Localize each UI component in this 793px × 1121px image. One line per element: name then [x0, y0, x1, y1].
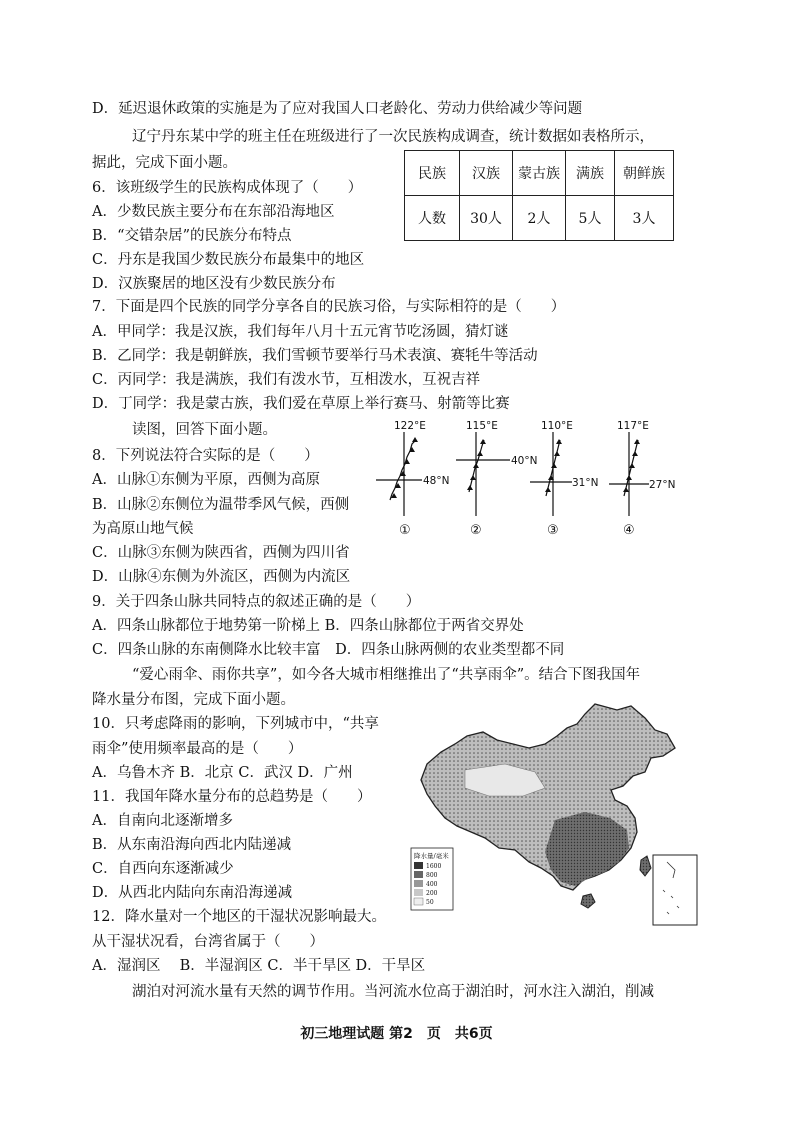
precipitation-legend	[411, 848, 453, 910]
option: B．山脉②东侧位为温带季风气候，西侧	[92, 497, 350, 513]
option: C．四条山脉的东南侧降水比较丰富 D．四条山脉两侧的农业类型都不同	[92, 642, 565, 658]
table-cell: 人数	[405, 196, 460, 241]
question-11: 11．我国年降水量分布的总趋势是（ ）	[92, 789, 372, 805]
mountain-ranges-figure	[372, 418, 676, 540]
text-line: 从干湿状况看，台湾省属于（ ）	[92, 934, 324, 950]
lon-label: 110°E	[541, 420, 573, 432]
option: C．丙同学：我是满族，我们有泼水节，互相泼水，互祝吉祥	[92, 372, 481, 388]
lat-label: 48°N	[423, 475, 450, 487]
table-cell: 朝鲜族	[615, 151, 674, 196]
option: C．山脉③东侧为陕西省，西侧为四川省	[92, 545, 350, 561]
south-sea-inset	[653, 855, 697, 925]
table-cell: 30人	[460, 196, 513, 241]
legend-value: 1600	[426, 863, 442, 870]
question-12: 12．降水量对一个地区的干湿状况影响最大。	[92, 909, 386, 925]
lon-label: 115°E	[466, 420, 498, 432]
table-cell: 汉族	[460, 151, 513, 196]
range-number: ③	[547, 523, 559, 538]
table-cell: 2人	[513, 196, 566, 241]
legend-value: 800	[426, 872, 438, 879]
legend-value: 200	[426, 890, 438, 897]
option: C．丹东是我国少数民族分布最集中的地区	[92, 252, 365, 268]
lat-label: 27°N	[649, 479, 676, 491]
text-line: 读图，回答下面小题。	[132, 422, 277, 438]
china-outline	[421, 704, 675, 890]
mountain-symbols	[391, 437, 640, 498]
range-number: ①	[399, 523, 411, 538]
lon-label: 122°E	[394, 420, 426, 432]
option: D．汉族聚居的地区没有少数民族分布	[92, 276, 336, 292]
lat-label: 40°N	[511, 455, 538, 467]
option: A．甲同学：我是汉族，我们每年八月十五元宵节吃汤圆，猜灯谜	[92, 324, 509, 340]
range-number: ④	[623, 523, 635, 538]
option: A．山脉①东侧为平原，西侧为高原	[92, 472, 320, 488]
legend-title: 降水量/毫米	[414, 852, 449, 860]
text-line: D．延迟退休政策的实施是为了应对我国人口老龄化、劳动力供给减少等问题	[92, 101, 583, 117]
option: D．丁同学：我是蒙古族，我们爱在草原上举行赛马、射箭等比赛	[92, 396, 510, 412]
legend-value: 400	[426, 881, 438, 888]
table-cell: 满族	[566, 151, 615, 196]
table-cell: 5人	[566, 196, 615, 241]
option: A．四条山脉都位于地势第一阶梯上 B．四条山脉都位于两省交界处	[92, 618, 524, 634]
china-precipitation-map	[405, 700, 705, 932]
legend-value: 50	[426, 899, 434, 906]
option: B．从东南沿海向西北内陆递减	[92, 837, 292, 853]
option: B．“交错杂居”的民族分布特点	[92, 228, 292, 244]
intro-text: 辽宁丹东某中学的班主任在班级进行了一次民族构成调查，统计数据如表格所示，	[132, 129, 654, 145]
lon-label: 117°E	[617, 420, 649, 432]
question-6: 6．该班级学生的民族构成体现了（ ）	[92, 180, 363, 196]
question-10: 10．只考虑降雨的影响，下列城市中，“共享	[92, 716, 379, 732]
text-line: 雨伞”使用频率最高的是（ ）	[92, 741, 303, 757]
option: A．少数民族主要分布在东部沿海地区	[92, 204, 335, 220]
option: 为高原山地气候	[92, 521, 194, 537]
ethnic-table	[404, 150, 674, 241]
option: A．湿润区 B．半湿润区 C．半干旱区 D．干旱区	[92, 958, 426, 974]
text-line: 降水量分布图，完成下面小题。	[92, 692, 295, 708]
table-cell: 3人	[615, 196, 674, 241]
text-line: 湖泊对河流水量有天然的调节作用。当河流水位高于湖泊时，河水注入湖泊，削减	[132, 984, 654, 1000]
lat-label: 31°N	[572, 477, 599, 489]
range-number: ②	[470, 523, 482, 538]
page-footer: 初三地理试题 第2 页 共6页	[300, 1026, 493, 1042]
option: C．自西向东逐渐减少	[92, 861, 234, 877]
text-line: 据此，完成下面小题。	[92, 155, 237, 171]
question-7: 7．下面是四个民族的同学分享各自的民族习俗，与实际相符的是（ ）	[92, 299, 566, 315]
table-cell: 民族	[405, 151, 460, 196]
intro-text: “爱心雨伞、雨你共享”，如今各大城市相继推出了“共享雨伞”。结合下图我国年	[132, 667, 641, 683]
option: A．乌鲁木齐 B．北京 C．武汉 D．广州	[92, 765, 353, 781]
option: B．乙同学：我是朝鲜族，我们雪顿节要举行马术表演、赛牦牛等活动	[92, 348, 538, 364]
option: D．山脉④东侧为外流区，西侧为内流区	[92, 569, 351, 585]
question-9: 9．关于四条山脉共同特点的叙述正确的是（ ）	[92, 594, 421, 610]
table-cell: 蒙古族	[513, 151, 566, 196]
option: A．自南向北逐渐增多	[92, 813, 233, 829]
option: D．从西北内陆向东南沿海递减	[92, 885, 293, 901]
question-8: 8．下列说法符合实际的是（ ）	[92, 448, 319, 464]
